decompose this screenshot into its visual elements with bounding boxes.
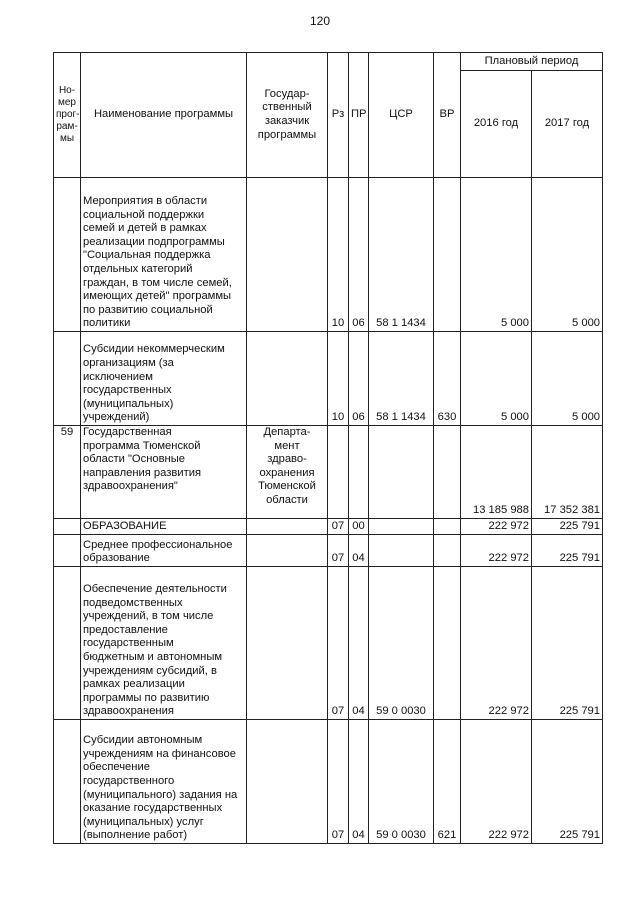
header-rz: Рз bbox=[328, 53, 349, 178]
row-number bbox=[54, 567, 81, 720]
row-csr: 58 1 1434 bbox=[369, 332, 434, 426]
row-value-2016: 222 972 bbox=[461, 567, 532, 720]
table-header bbox=[54, 53, 603, 178]
row-vr: 621 bbox=[434, 720, 461, 844]
header-program-number: Но- мер прог- рам- мы bbox=[54, 53, 81, 178]
header-planned-period: Плановый период bbox=[461, 53, 603, 71]
page-number: 120 bbox=[309, 14, 331, 28]
table-row bbox=[54, 519, 603, 535]
row-value-2017: 225 791 bbox=[532, 535, 603, 567]
row-value-2017: 225 791 bbox=[532, 567, 603, 720]
row-number bbox=[54, 332, 81, 426]
row-number: 59 bbox=[54, 426, 81, 519]
header-year-2016: 2016 год bbox=[461, 71, 532, 178]
row-csr bbox=[369, 426, 434, 519]
header-vr: ВР bbox=[434, 53, 461, 178]
header-pr: ПР bbox=[349, 53, 369, 178]
row-name: Государственная программа Тюменской области "Основные направления развития здравоохранения" bbox=[81, 426, 247, 519]
row-pr: 06 bbox=[349, 332, 369, 426]
row-csr: 59 0 0030 bbox=[369, 720, 434, 844]
row-number bbox=[54, 178, 81, 332]
row-name: Субсидии автономным учреждениям на финансовое обеспечение государственного (муниципального) задания на оказание государственных (муниципальных) услуг (выполнение работ) bbox=[81, 720, 247, 844]
header-year-2017: 2017 год bbox=[532, 71, 603, 178]
table-row bbox=[54, 332, 603, 426]
table-row bbox=[54, 567, 603, 720]
row-value-2017: 5 000 bbox=[532, 332, 603, 426]
row-rz: 10 bbox=[328, 178, 349, 332]
table-row bbox=[54, 720, 603, 844]
row-value-2017: 17 352 381 bbox=[532, 426, 603, 519]
row-pr: 00 bbox=[349, 519, 369, 535]
row-vr bbox=[434, 567, 461, 720]
row-rz bbox=[328, 426, 349, 519]
table-row bbox=[54, 426, 603, 519]
row-value-2016: 222 972 bbox=[461, 720, 532, 844]
table-body bbox=[54, 178, 603, 844]
row-value-2016: 5 000 bbox=[461, 332, 532, 426]
table-row bbox=[54, 535, 603, 567]
row-vr bbox=[434, 178, 461, 332]
row-customer bbox=[247, 332, 328, 426]
row-csr: 59 0 0030 bbox=[369, 567, 434, 720]
row-customer bbox=[247, 535, 328, 567]
row-customer bbox=[247, 519, 328, 535]
header-program-name: Наименование программы bbox=[81, 53, 247, 178]
row-pr bbox=[349, 426, 369, 519]
row-number bbox=[54, 720, 81, 844]
row-customer bbox=[247, 178, 328, 332]
row-pr: 06 bbox=[349, 178, 369, 332]
row-rz: 07 bbox=[328, 519, 349, 535]
row-pr: 04 bbox=[349, 535, 369, 567]
row-number bbox=[54, 519, 81, 535]
row-customer bbox=[247, 567, 328, 720]
row-vr bbox=[434, 519, 461, 535]
row-name: Субсидии некоммерческим организациям (за исключением государственных (муниципальных) учреждений) bbox=[81, 332, 247, 426]
row-rz: 10 bbox=[328, 332, 349, 426]
row-value-2016: 13 185 988 bbox=[461, 426, 532, 519]
row-name: Среднее профессиональное образование bbox=[81, 535, 247, 567]
row-rz: 07 bbox=[328, 720, 349, 844]
row-vr: 630 bbox=[434, 332, 461, 426]
row-csr bbox=[369, 519, 434, 535]
row-csr: 58 1 1434 bbox=[369, 178, 434, 332]
row-pr: 04 bbox=[349, 720, 369, 844]
row-value-2017: 225 791 bbox=[532, 519, 603, 535]
row-csr bbox=[369, 535, 434, 567]
row-vr bbox=[434, 426, 461, 519]
header-csr: ЦСР bbox=[369, 53, 434, 178]
row-pr: 04 bbox=[349, 567, 369, 720]
row-name: Обеспечение деятельности подведомственных учреждений, в том числе предоставление государственным бюджетным и автономным учреждениям субсидий, в рамках реализации программы по развитию здравоохранения bbox=[81, 567, 247, 720]
row-rz: 07 bbox=[328, 535, 349, 567]
row-vr bbox=[434, 535, 461, 567]
row-value-2016: 222 972 bbox=[461, 535, 532, 567]
row-name: Мероприятия в области социальной поддержки семей и детей в рамках реализации подпрограммы "Социальная поддержка отдельных категорий граждан, в том числе семей, имеющих детей" программы по развитию социальной политики bbox=[81, 178, 247, 332]
header-customer: Государ- ственный заказчик программы bbox=[247, 53, 328, 178]
table-row bbox=[54, 178, 603, 332]
row-value-2017: 5 000 bbox=[532, 178, 603, 332]
row-number bbox=[54, 535, 81, 567]
row-value-2016: 222 972 bbox=[461, 519, 532, 535]
row-rz: 07 bbox=[328, 567, 349, 720]
row-customer bbox=[247, 720, 328, 844]
budget-table bbox=[53, 52, 603, 844]
row-value-2017: 225 791 bbox=[532, 720, 603, 844]
row-customer: Департа- мент здраво- охранения Тюменской области bbox=[247, 426, 328, 519]
row-name: ОБРАЗОВАНИЕ bbox=[81, 519, 247, 535]
row-value-2016: 5 000 bbox=[461, 178, 532, 332]
